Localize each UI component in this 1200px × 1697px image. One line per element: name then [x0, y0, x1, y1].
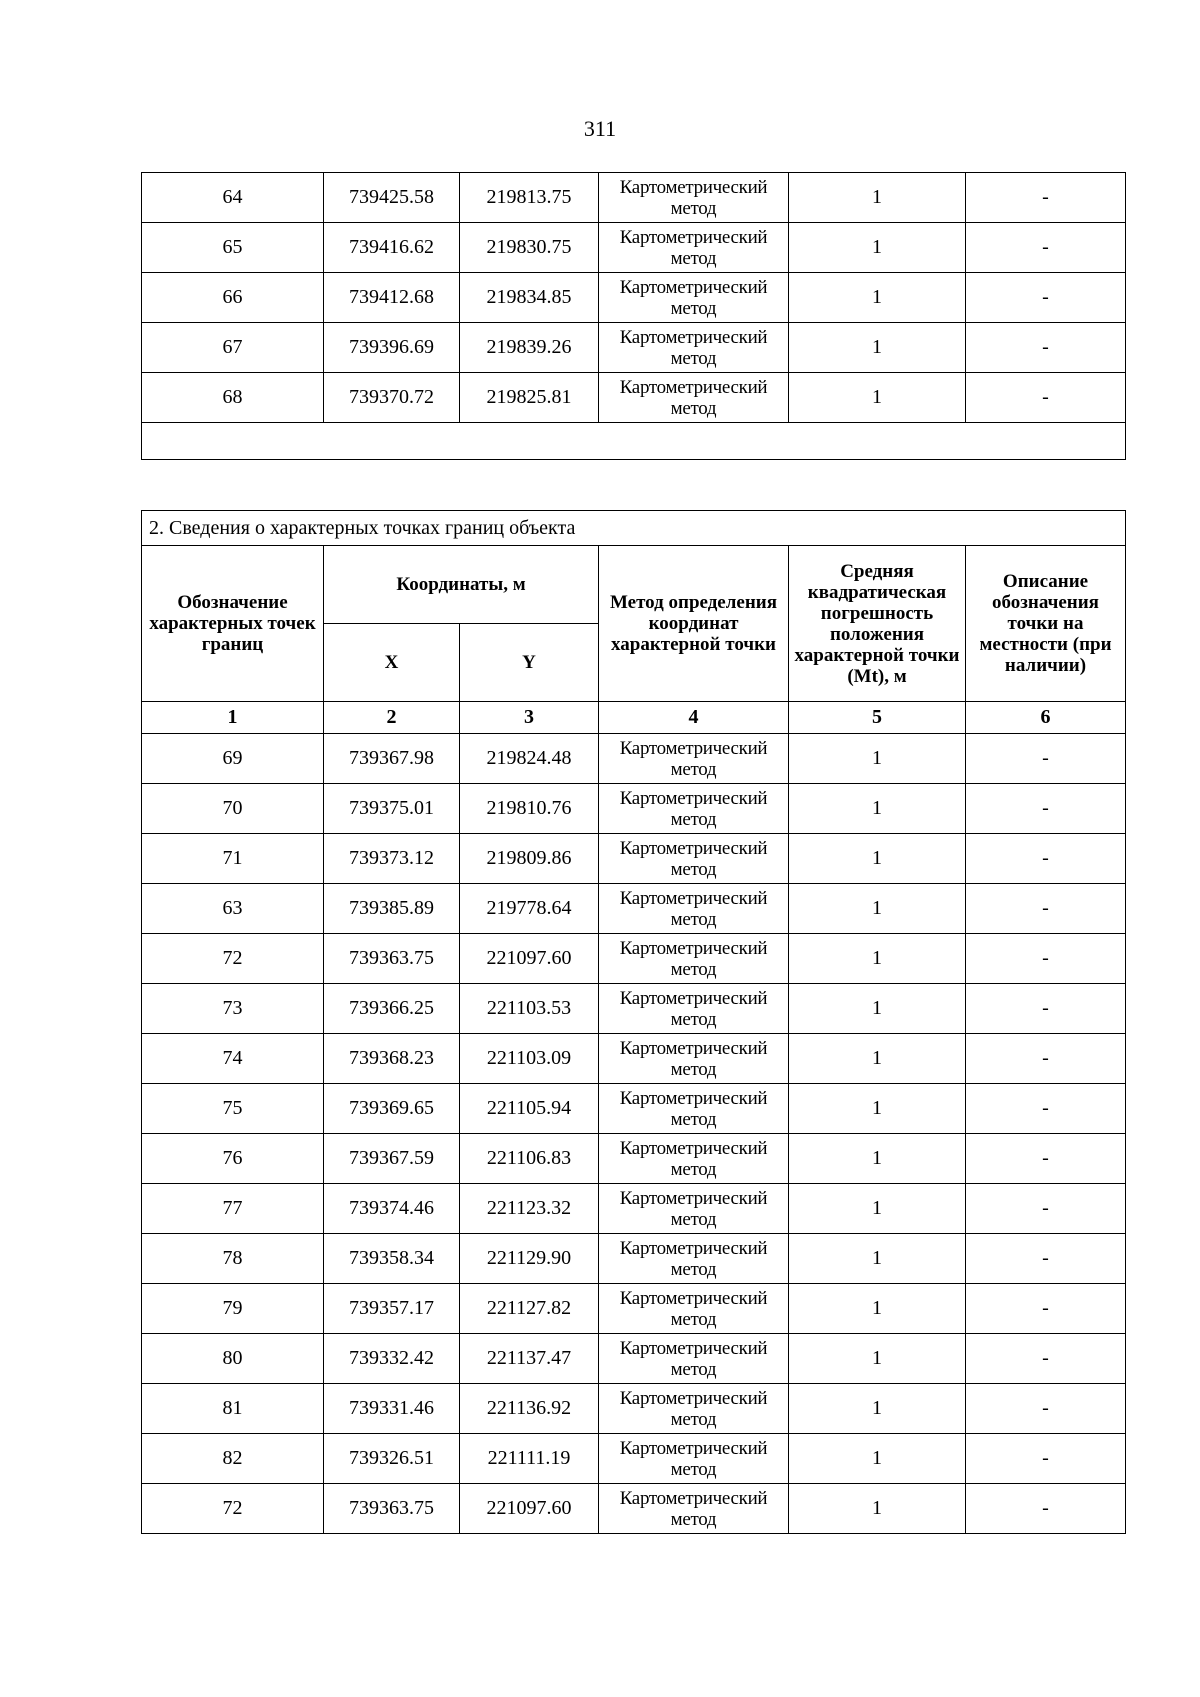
method-line-1: Картометрический [619, 1437, 768, 1459]
description-cell: - [966, 1084, 1126, 1134]
method-line-2: метод [670, 1158, 717, 1180]
y-cell: 219813.75 [460, 173, 599, 223]
method-line-1: Картометрический [619, 1137, 768, 1159]
y-cell: 219810.76 [460, 784, 599, 834]
error-cell: 1 [789, 323, 966, 373]
method-line-1: Картометрический [619, 276, 768, 298]
table-row [142, 1434, 1126, 1484]
description-cell: - [966, 984, 1126, 1034]
method-cell [599, 784, 789, 834]
header-error: Средняя квадратическая погрешность положения характерной точки (Mt), м [789, 546, 966, 702]
method-cell [599, 1434, 789, 1484]
description-cell: - [966, 373, 1126, 423]
x-cell: 739331.46 [324, 1384, 460, 1434]
header-description: Описание обозначения точки на местности (при наличии) [966, 546, 1126, 702]
y-cell: 219778.64 [460, 884, 599, 934]
method-cell [599, 373, 789, 423]
point-cell: 81 [142, 1384, 324, 1434]
table-row [142, 934, 1126, 984]
x-cell: 739412.68 [324, 273, 460, 323]
method-line-1: Картометрический [619, 176, 768, 198]
x-cell: 739374.46 [324, 1184, 460, 1234]
error-cell: 1 [789, 1184, 966, 1234]
table-row [142, 1034, 1126, 1084]
error-cell: 1 [789, 734, 966, 784]
method-cell [599, 1384, 789, 1434]
y-cell: 219834.85 [460, 273, 599, 323]
y-cell: 221103.53 [460, 984, 599, 1034]
method-cell [599, 1184, 789, 1234]
error-cell: 1 [789, 1434, 966, 1484]
x-cell: 739363.75 [324, 1484, 460, 1534]
point-cell: 68 [142, 373, 324, 423]
method-line-2: метод [670, 858, 717, 880]
method-line-1: Картометрический [619, 1037, 768, 1059]
error-cell: 1 [789, 1384, 966, 1434]
description-cell: - [966, 784, 1126, 834]
method-line-2: метод [670, 1308, 717, 1330]
description-cell: - [966, 834, 1126, 884]
table-row [142, 1284, 1126, 1334]
coordinates-table-continued-body [142, 173, 1126, 423]
method-line-2: метод [670, 808, 717, 830]
table-row [142, 984, 1126, 1034]
x-cell: 739367.98 [324, 734, 460, 784]
table-row [142, 1484, 1126, 1534]
y-cell: 221136.92 [460, 1384, 599, 1434]
y-cell: 221106.83 [460, 1134, 599, 1184]
method-line-1: Картометрический [619, 1387, 768, 1409]
description-cell: - [966, 934, 1126, 984]
method-line-2: метод [670, 197, 717, 219]
method-line-1: Картометрический [619, 887, 768, 909]
method-line-1: Картометрический [619, 1087, 768, 1109]
column-number: 3 [460, 702, 599, 734]
x-cell: 739396.69 [324, 323, 460, 373]
error-cell: 1 [789, 1034, 966, 1084]
point-cell: 67 [142, 323, 324, 373]
error-cell: 1 [789, 1334, 966, 1384]
table-row [142, 784, 1126, 834]
column-number: 2 [324, 702, 460, 734]
method-line-2: метод [670, 1008, 717, 1030]
method-line-2: метод [670, 297, 717, 319]
point-cell: 69 [142, 734, 324, 784]
point-cell: 82 [142, 1434, 324, 1484]
header-method: Метод определения координат характерной точки [599, 546, 789, 702]
error-cell: 1 [789, 984, 966, 1034]
point-cell: 78 [142, 1234, 324, 1284]
y-cell: 221111.19 [460, 1434, 599, 1484]
table-row [142, 884, 1126, 934]
point-cell: 73 [142, 984, 324, 1034]
x-cell: 739368.23 [324, 1034, 460, 1084]
method-line-2: метод [670, 958, 717, 980]
table-title: 2. Сведения о характерных точках границ объекта [142, 511, 1126, 546]
method-line-1: Картометрический [619, 326, 768, 348]
y-cell: 219809.86 [460, 834, 599, 884]
error-cell: 1 [789, 784, 966, 834]
error-cell: 1 [789, 173, 966, 223]
method-line-1: Картометрический [619, 787, 768, 809]
y-cell: 219830.75 [460, 223, 599, 273]
error-cell: 1 [789, 1134, 966, 1184]
table-title-row [142, 511, 1126, 546]
y-cell: 221137.47 [460, 1334, 599, 1384]
point-cell: 80 [142, 1334, 324, 1384]
point-cell: 72 [142, 1484, 324, 1534]
page-number: 311 [583, 116, 617, 141]
method-line-1: Картометрический [619, 737, 768, 759]
table-row [142, 734, 1126, 784]
point-cell: 79 [142, 1284, 324, 1334]
method-line-1: Картометрический [619, 837, 768, 859]
method-line-2: метод [670, 1108, 717, 1130]
method-line-2: метод [670, 908, 717, 930]
table-row [142, 1184, 1126, 1234]
x-cell: 739366.25 [324, 984, 460, 1034]
method-line-1: Картометрический [619, 1237, 768, 1259]
method-cell [599, 1284, 789, 1334]
description-cell: - [966, 1484, 1126, 1534]
error-cell: 1 [789, 834, 966, 884]
x-cell: 739425.58 [324, 173, 460, 223]
y-cell: 219839.26 [460, 323, 599, 373]
method-cell [599, 1034, 789, 1084]
coordinates-table-continued [141, 172, 1126, 460]
table-row [142, 273, 1126, 323]
table-empty-row [142, 423, 1126, 460]
method-cell [599, 1134, 789, 1184]
y-cell: 219825.81 [460, 373, 599, 423]
method-line-2: метод [670, 1258, 717, 1280]
method-cell [599, 984, 789, 1034]
method-line-2: метод [670, 247, 717, 269]
description-cell: - [966, 1184, 1126, 1234]
y-cell: 221097.60 [460, 1484, 599, 1534]
header-y: Y [460, 624, 599, 702]
table-row [142, 1084, 1126, 1134]
method-cell [599, 223, 789, 273]
y-cell: 221105.94 [460, 1084, 599, 1134]
error-cell: 1 [789, 223, 966, 273]
point-cell: 70 [142, 784, 324, 834]
method-line-2: метод [670, 1358, 717, 1380]
table-row [142, 223, 1126, 273]
x-cell: 739363.75 [324, 934, 460, 984]
method-cell [599, 173, 789, 223]
x-cell: 739373.12 [324, 834, 460, 884]
method-line-1: Картометрический [619, 226, 768, 248]
error-cell: 1 [789, 884, 966, 934]
table-row [142, 1384, 1126, 1434]
method-cell [599, 934, 789, 984]
header-x: X [324, 624, 460, 702]
y-cell: 219824.48 [460, 734, 599, 784]
x-cell: 739416.62 [324, 223, 460, 273]
table-row [142, 373, 1126, 423]
x-cell: 739367.59 [324, 1134, 460, 1184]
method-line-1: Картометрический [619, 1487, 768, 1509]
error-cell: 1 [789, 934, 966, 984]
empty-cell [142, 423, 1126, 460]
table-row [142, 173, 1126, 223]
table-row [142, 834, 1126, 884]
method-line-1: Картометрический [619, 376, 768, 398]
x-cell: 739358.34 [324, 1234, 460, 1284]
method-line-2: метод [670, 1508, 717, 1530]
point-cell: 77 [142, 1184, 324, 1234]
error-cell: 1 [789, 1284, 966, 1334]
method-line-2: метод [670, 758, 717, 780]
boundary-points-table [141, 510, 1126, 1534]
x-cell: 739326.51 [324, 1434, 460, 1484]
method-line-1: Картометрический [619, 1337, 768, 1359]
method-line-1: Картометрический [619, 1187, 768, 1209]
description-cell: - [966, 1234, 1126, 1284]
point-cell: 74 [142, 1034, 324, 1084]
x-cell: 739332.42 [324, 1334, 460, 1384]
x-cell: 739369.65 [324, 1084, 460, 1134]
boundary-points-table-body [142, 734, 1126, 1534]
description-cell: - [966, 1434, 1126, 1484]
y-cell: 221127.82 [460, 1284, 599, 1334]
x-cell: 739385.89 [324, 884, 460, 934]
description-cell: - [966, 323, 1126, 373]
method-line-2: метод [670, 397, 717, 419]
point-cell: 72 [142, 934, 324, 984]
y-cell: 221097.60 [460, 934, 599, 984]
description-cell: - [966, 1034, 1126, 1084]
method-line-2: метод [670, 1208, 717, 1230]
point-cell: 64 [142, 173, 324, 223]
method-line-2: метод [670, 347, 717, 369]
x-cell: 739375.01 [324, 784, 460, 834]
error-cell: 1 [789, 373, 966, 423]
y-cell: 221123.32 [460, 1184, 599, 1234]
method-cell [599, 1234, 789, 1284]
header-point-designation: Обозначение характерных точек границ [142, 546, 324, 702]
method-line-1: Картометрический [619, 1287, 768, 1309]
point-cell: 63 [142, 884, 324, 934]
table-row [142, 1134, 1126, 1184]
column-numbers-row [142, 702, 1126, 734]
description-cell: - [966, 884, 1126, 934]
method-cell [599, 1084, 789, 1134]
table-row [142, 1234, 1126, 1284]
method-line-2: метод [670, 1458, 717, 1480]
method-cell [599, 323, 789, 373]
description-cell: - [966, 223, 1126, 273]
method-cell [599, 1484, 789, 1534]
column-number: 6 [966, 702, 1126, 734]
y-cell: 221103.09 [460, 1034, 599, 1084]
method-cell [599, 734, 789, 784]
column-number: 4 [599, 702, 789, 734]
error-cell: 1 [789, 1084, 966, 1134]
point-cell: 65 [142, 223, 324, 273]
error-cell: 1 [789, 273, 966, 323]
column-number: 5 [789, 702, 966, 734]
description-cell: - [966, 1134, 1126, 1184]
method-cell [599, 1334, 789, 1384]
method-cell [599, 884, 789, 934]
method-line-1: Картометрический [619, 987, 768, 1009]
description-cell: - [966, 734, 1126, 784]
description-cell: - [966, 1334, 1126, 1384]
method-cell [599, 273, 789, 323]
point-cell: 76 [142, 1134, 324, 1184]
description-cell: - [966, 1384, 1126, 1434]
table-header-row [142, 546, 1126, 624]
x-cell: 739357.17 [324, 1284, 460, 1334]
point-cell: 75 [142, 1084, 324, 1134]
y-cell: 221129.90 [460, 1234, 599, 1284]
method-line-2: метод [670, 1058, 717, 1080]
description-cell: - [966, 1284, 1126, 1334]
header-coordinates: Координаты, м [324, 546, 599, 624]
point-cell: 71 [142, 834, 324, 884]
x-cell: 739370.72 [324, 373, 460, 423]
table-row [142, 1334, 1126, 1384]
method-cell [599, 834, 789, 884]
table-row [142, 323, 1126, 373]
point-cell: 66 [142, 273, 324, 323]
method-line-2: метод [670, 1408, 717, 1430]
error-cell: 1 [789, 1484, 966, 1534]
description-cell: - [966, 273, 1126, 323]
description-cell: - [966, 173, 1126, 223]
column-number: 1 [142, 702, 324, 734]
error-cell: 1 [789, 1234, 966, 1284]
method-line-1: Картометрический [619, 937, 768, 959]
